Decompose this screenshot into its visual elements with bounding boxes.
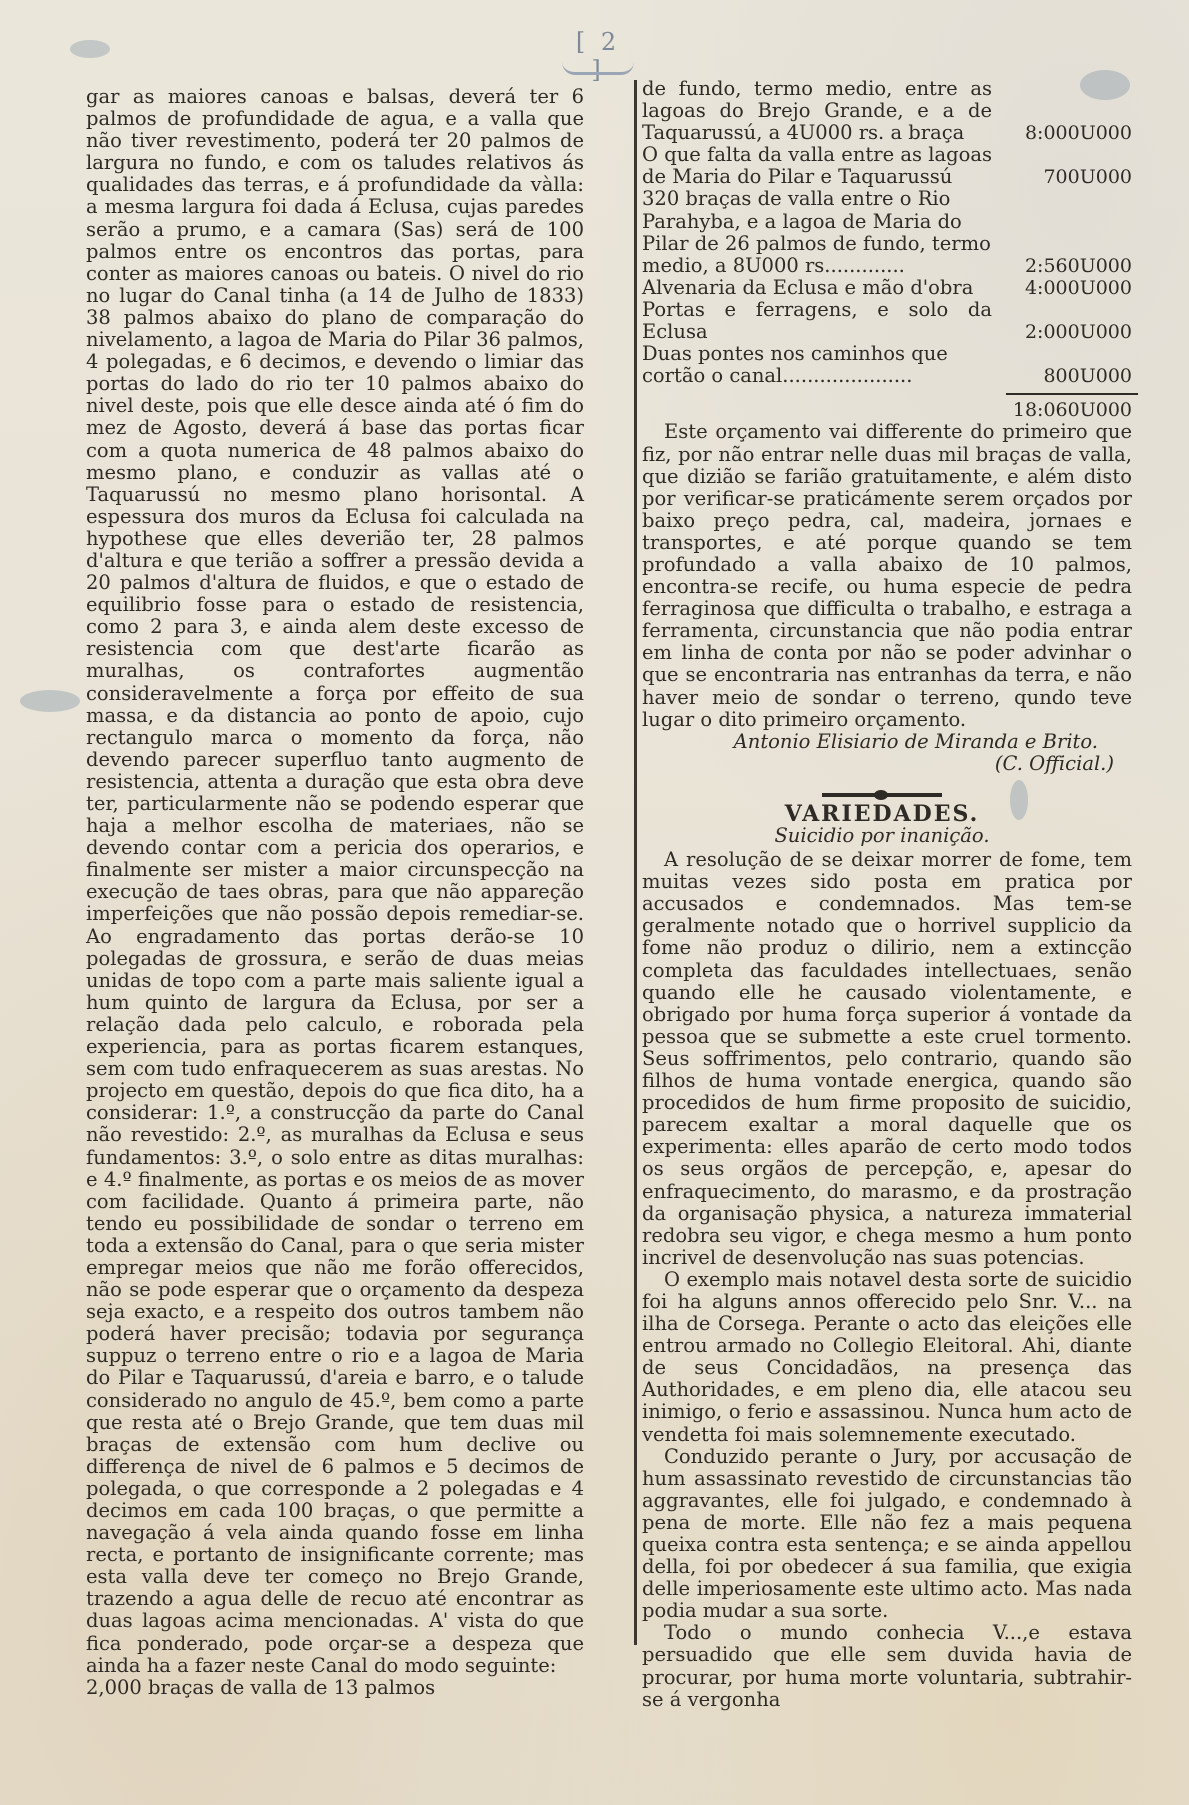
total-rule	[1006, 393, 1138, 395]
budget-desc: de fundo, termo medio, entre as lagoas do Brejo Grande, e a de Taquarussú, a 4U000 rs. a braça	[642, 77, 992, 145]
article-paragraph: Todo o mundo conhecia V...,e estava persuadido que elle sem duvida havia de procurar, por huma morte voluntaria, subtrahir-se á vergonha	[642, 1621, 1132, 1711]
article-paragraph: O exemplo mais notavel desta sorte de suicidio foi ha alguns annos offerecido pelo Snr. V... na ilha de Corsega. Perante o acto das eleições elle entrou armado no Collegio Eleitoral. Ahi, diante de seus Concidadãos, na presença das Authoridades, e em pleno dia, elle atacou seu inimigo, o ferio e assassinou. Nunca hum acto de vendetta foi mais solemnemente executado.	[642, 1267, 1132, 1446]
budget-first-line: 2,000 braças de valla de 13 palmos	[86, 1675, 436, 1699]
page-number: [ 2 ]	[575, 28, 621, 84]
budget-amount: 4:000U000	[1024, 276, 1132, 299]
budget-row	[642, 299, 1132, 343]
section-title: VARIEDADES.	[784, 800, 980, 827]
author-signature: Antonio Elisiario de Miranda e Brito.	[733, 729, 1098, 753]
water-stain	[70, 40, 110, 58]
budget-desc: Alvenaria da Eclusa e mão d'obra	[642, 275, 974, 299]
budget-table	[632, 78, 1132, 421]
section-ornament-divider	[822, 793, 942, 797]
budget-total: 18:060U000	[1012, 399, 1132, 422]
page-number-brace	[562, 62, 634, 75]
article-body	[632, 849, 1132, 1711]
canal-report-text: gar as maiores canoas e balsas, deverá ter 6 palmos de profundidade de agua, e a valla que não tiver revestimento, poderá ter 20 palmos de largura no fundo, e com os taludes relativos ás qualidades das terras, e á profundidade da vàlla: a mesma largura foi dada á Eclusa, cujas paredes serão a prumo, e a camara (Sas) será de 100 palmos entre os encontros das portas, para conter as maiores canoas ou bateis. O nivel do rio no lugar do Canal tinha (a 14 de Julho de 1833) 38 palmos abaixo do plano de comparação do nivelamento, a lagoa de Maria do Pilar 36 palmos, 4 polegadas, e 6 decimos, e devendo o limiar das portas do lado do rio ter 10 palmos abaixo do nivel deste, pois que elle desce ainda até ó fim do mez de Agosto, deverá á base das portas ficar com a quota numerica de 48 palmos abaixo do mesmo plano, e conduzir as vallas até o Taquarussú no mesmo plano horisontal. A espessura dos muros da Eclusa foi calculada na hypothese que elles deverião ter, 28 palmos d'altura e que terião a soffrer a pressão devida a 20 palmos d'altura de fluidos, e que o estado de equilibrio fosse para o estado de resistencia, como 2 para 3, e ainda alem deste excesso de resistencia com que dest'arte ficarão as muralhas, os contrafortes augmentão consideravelmente a força por effeito de sua massa, e da distancia ao ponto de apoio, cujo rectangulo marca o momento da força, não devendo parecer superfluo tanto augmento de resistencia, attenta a duração que esta obra deve ter, particularmente não se podendo esperar que haja a melhor escolha de materiaes, não se devendo contar com a pericia dos operarios, e finalmente ser mister a maior circunspecção na execução de taes obras, para que não appareção imperfeições que não possão depois remediar-se. Ao engradamento das portas derão-se 10 polegadas de grossura, e serão de duas meias unidas de topo com a parte mais saliente igual a hum quinto de largura da Eclusa, por ser a relação dada pelo calculo, e roborada pela experiencia, para as portas ficarem estanques, sem com tudo enfraquecerem as suas arestas. No projecto em questão, depois do que fica dito, ha a considerar: 1.º, a construcção da parte do Canal não revestido: 2.º, as muralhas da Eclusa e seus fundamentos: 3.º, o solo entre as ditas muralhas: e 4.º finalmente, as portas e os meios de as mover com facilidade. Quanto á primeira parte, não tendo eu possibilidade de sondar o terreno em toda a extensão do Canal, para o que seria mister empregar meios que não me forão offerecidos, não se pode esperar que o orçamento da despeza seja exacto, e a respeito dos outros tambem não poderá haver precisão; todavia por segurança suppuz o terreno entre o rio e a lagoa de Maria do Pilar e Taquarussú, d'areia e barro, e o talude considerado no angulo de 45.º, bem como a parte que resta até o Brejo Grande, que tem duas mil braças de extensão com hum declive ou differença de nivel de 6 palmos e 5 decimos de polegada, o que corresponde a 2 polegadas e 4 decimos em cada 100 braças, o que permitte a navegação á vela ainda quando fosse em linha recta, e portanto de insignificante corrente; mas esta valla deve ter começo no Brejo Grande, trazendo a agua delle de recuo até encontrar as duas lagoas acima mencionadas. A' vista do que fica ponderado, pode orçar-se a despeza que ainda ha a fazer neste Canal do modo seguinte:	[86, 85, 584, 1677]
budget-row	[642, 277, 1132, 299]
budget-row	[642, 343, 1132, 387]
right-column	[632, 78, 1132, 1711]
budget-amount: 800U000	[1043, 365, 1132, 388]
budget-desc: Portas e ferragens, e solo da Eclusa	[642, 297, 992, 344]
budget-desc: O que falta da valla entre as lagoas de Maria do Pilar e Taquarussú	[642, 143, 992, 189]
water-stain	[20, 690, 80, 712]
budget-amount: 2:000U000	[1024, 321, 1132, 344]
source-credit: (C. Official.)	[994, 751, 1114, 775]
budget-row	[642, 188, 1132, 276]
budget-row	[642, 144, 1132, 188]
budget-row	[642, 78, 1132, 144]
article-title: Suicidio por inanição.	[774, 824, 990, 847]
budget-amount: 2:560U000	[1024, 254, 1132, 277]
budget-amount: 700U000	[1043, 166, 1132, 189]
left-column	[86, 86, 584, 1699]
article-paragraph: A resolução de se deixar morrer de fome, tem muitas vezes sido posta em pratica por accusados e condemnados. Mas tem-se geralmente notado que o horrivel supplicio da fome não produz o dilirio, nem a extincção completa das faculdades intellectuaes, senão quando elle he causado violentamente, e obrigado por huma força superior á vontade da pessoa que se submette a este cruel tormento. Seus soffrimentos, pelo contrario, quando são filhos de huma vontade energica, quando são procedidos de hum firme proposito de suicidio, parecem exaltar a moral daquelle que os experimenta: elles aparão de certo modo todos os seus orgãos de percepção, e, apesar do enfraquecimento, do marasmo, e da prostração da organisação physica, a natureza immaterial redobra seu vigor, e chega mesmo a hum ponto incrivel de desenvolução nas suas potencias.	[642, 848, 1132, 1269]
article-paragraph: Conduzido perante o Jury, por accusação de hum assassinato revestido de circunstancias tão aggravantes, elle foi julgado, e condemnado à pena de morte. Elle não fez a mais pequena queixa contra esta sentença; e se ainda appellou della, foi por obedecer á sua familia, que exigia delle imperiosamente este ultimo acto. Mas nada podia mudar a sua sorte.	[642, 1444, 1132, 1623]
budget-desc: Duas pontes nos caminhos que cortão o canal.....................	[642, 342, 948, 388]
budget-desc: 320 braças de valla entre o Rio Parahyba, e a lagoa de Maria do Pilar de 26 palmos de fundo, termo medio, a 8U000 rs.............	[642, 187, 991, 277]
budget-amount: 8:000U000	[1024, 122, 1132, 145]
closing-paragraph: Este orçamento vai differente do primeiro que fiz, por não entrar nelle duas mil braças de valla, que dizião se farião gratuitamente, e além disto por verificar-se praticámente serem orçados por baixo preço pedra, cal, madeira, jornaes e transportes, e até porque quando se tem profundado a valla abaixo de 10 palmos, encontra-se recife, ou huma especie de pedra ferraginosa que difficulta o trabalho, e estraga a ferramenta, circunstancia que não podia entrar em linha de conta por não se poder advinhar o que se encontraria nas entranhas da terra, e não haver meio de sondar o terreno, qundo teve lugar o dito primeiro orçamento.	[642, 420, 1132, 731]
